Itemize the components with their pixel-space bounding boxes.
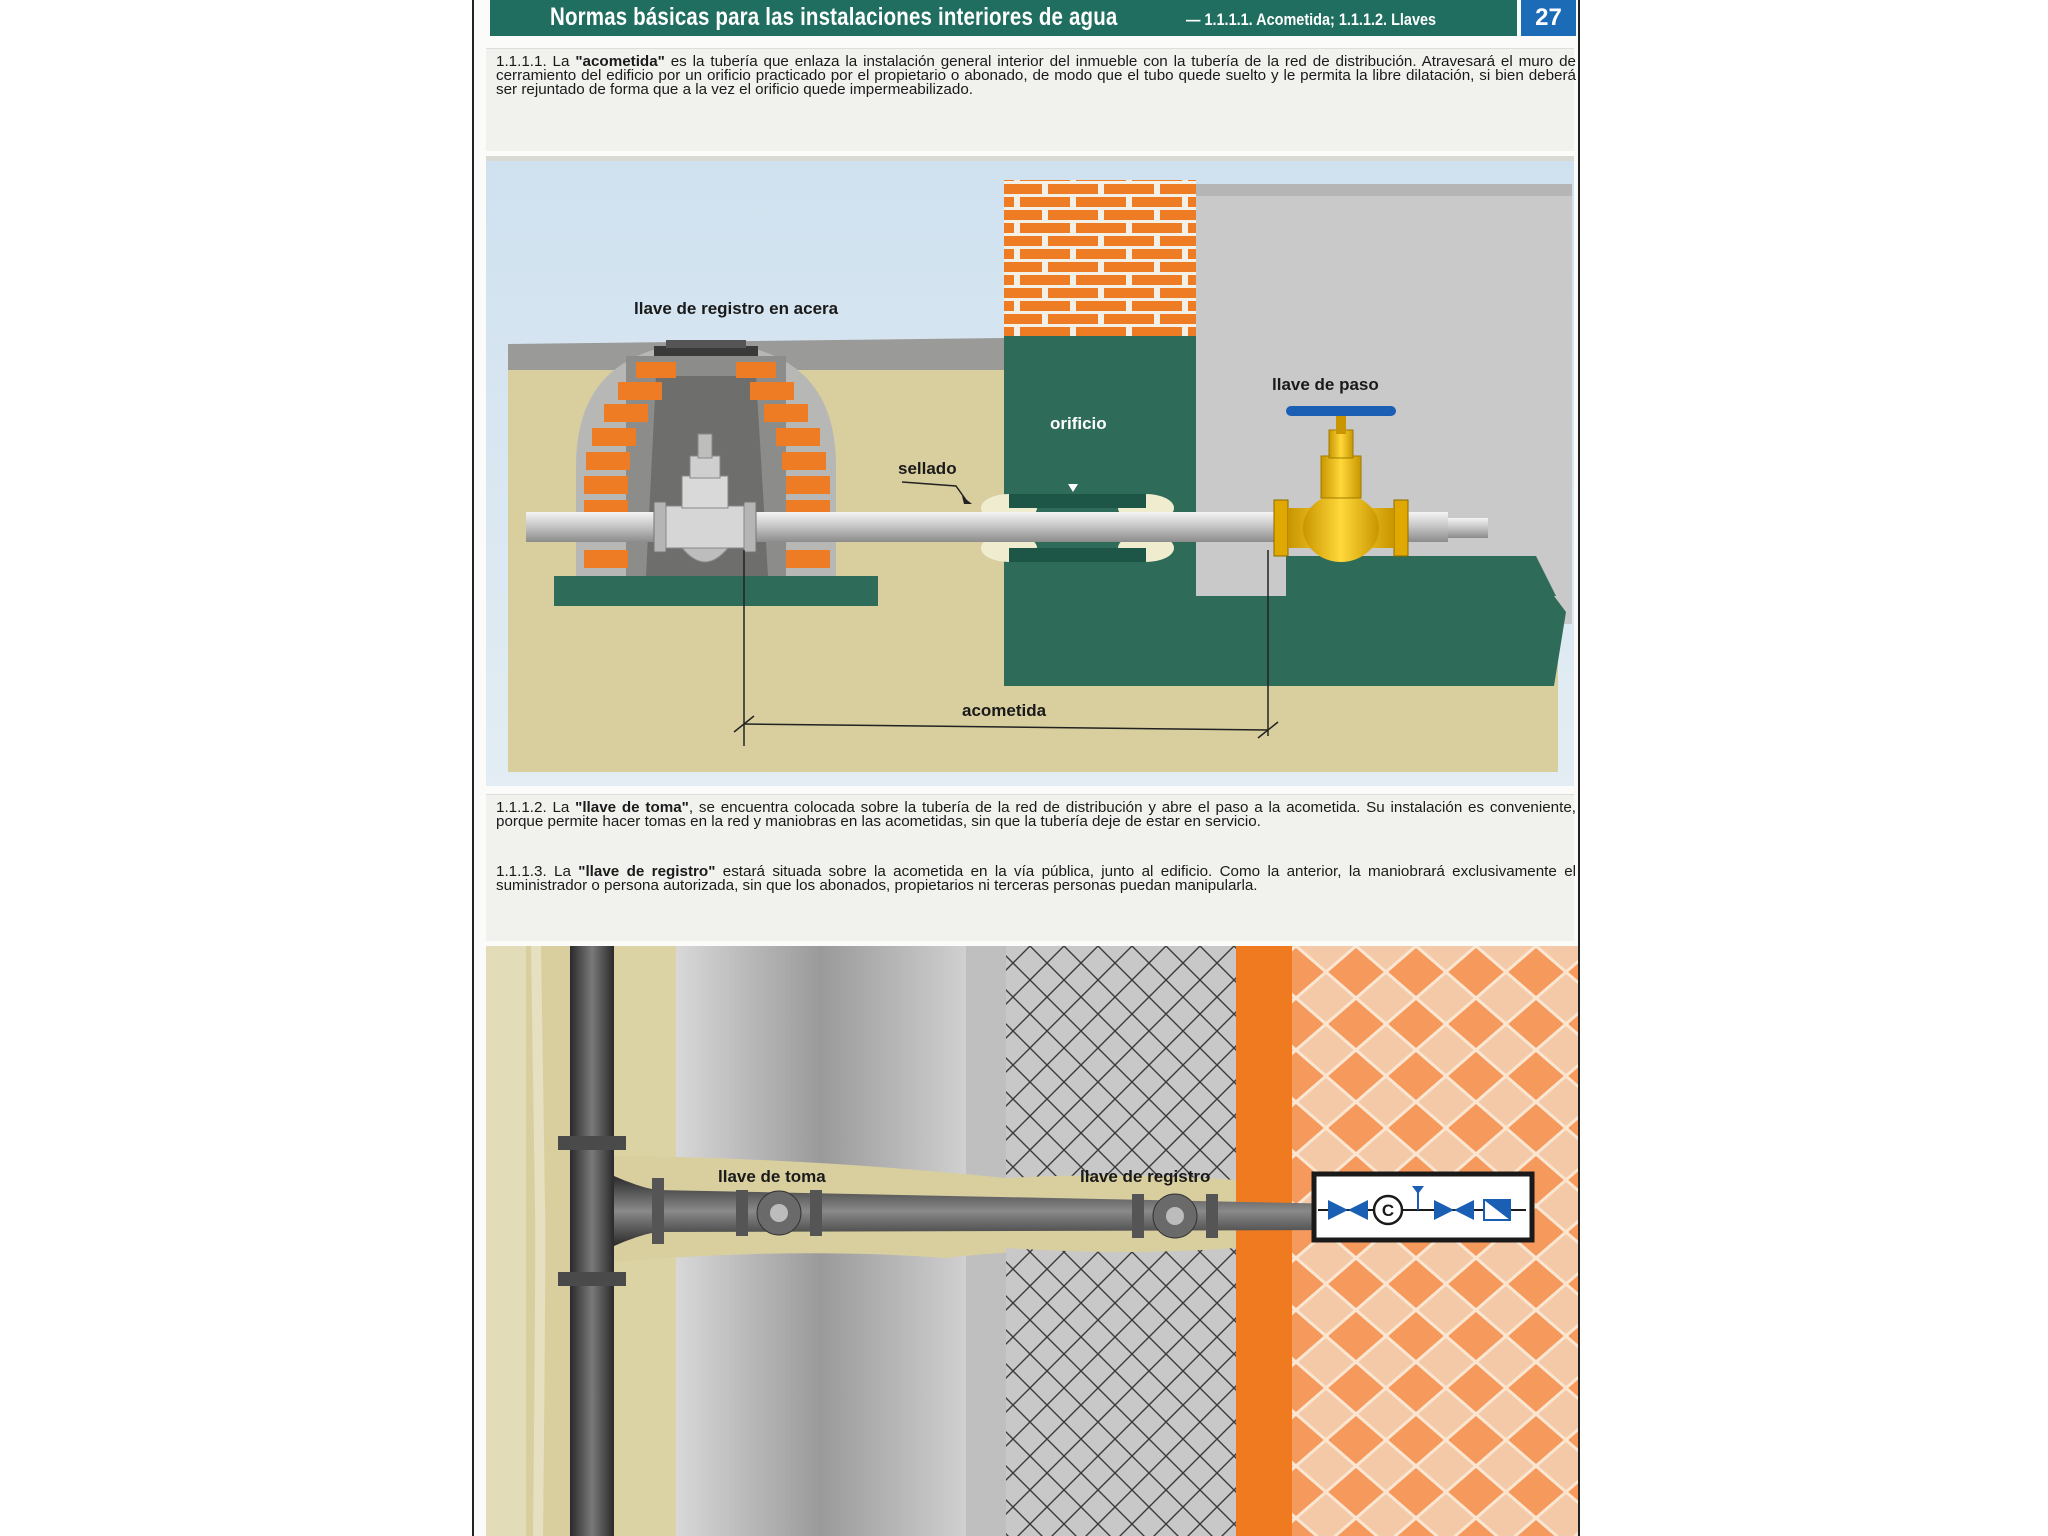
- term-llave-registro: "llave de registro": [578, 863, 716, 880]
- section-number: 1.1.1.2. La: [496, 799, 576, 816]
- label-llave-de-registro: llave de registro: [1080, 1167, 1211, 1186]
- text-block-llaves: [486, 794, 1577, 941]
- label-llave-de-paso: llave de paso: [1272, 375, 1379, 394]
- paragraph-llave-registro: [496, 865, 1576, 893]
- page-number: 27: [1521, 0, 1576, 36]
- label-acometida: acometida: [962, 701, 1047, 720]
- header-bar: [490, 0, 1517, 36]
- section-number: 1.1.1.3. La: [496, 863, 579, 880]
- meter-symbol: C: [1381, 1201, 1395, 1220]
- paragraph-text: estará situada sobre la acometida en la vía pública, junto al edificio. Como la anterior, la maniobrará exclusivamente el suministrador o persona autorizada, sin que los abonados, propietarios ni terceras personas puedan manipularla.: [496, 863, 1577, 895]
- label-llave-de-toma: llave de toma: [718, 1167, 826, 1186]
- term-acometida: "acometida": [575, 53, 665, 70]
- label-sellado: sellado: [898, 459, 957, 478]
- document-page: [472, 0, 1580, 1536]
- paragraph-text: es la tubería que enlaza la instalación general interior del inmueble con la tubería de la red de distribución. Atravesará el muro de cerramiento del edificio por un orificio practicado por el propietario o abonado, de modo que el tubo quede suelto y le permita la libre dilatación, si bien deberá ser rejuntado de forma que a la vez el orificio quede impermeabilizado.: [496, 53, 1577, 99]
- section-number: 1.1.1.1. La: [496, 53, 576, 70]
- header-subtitle: — 1.1.1.1. Acometida; 1.1.1.2. Llaves: [1186, 10, 1437, 29]
- header-title: Normas básicas para las instalaciones interiores de agua: [550, 3, 1118, 31]
- paragraph-text: , se encuentra colocada sobre la tubería de la red de distribución y abre el paso a la acometida. Su instalación es conveniente, porque permite hacer tomas en la red y maniobras en las acometidas, sin que la tubería deje de estar en servicio.: [496, 799, 1576, 831]
- figure-llaves-drawing: [486, 946, 1578, 1536]
- figure-llaves: [486, 946, 1574, 1536]
- term-llave-toma: "llave de toma": [575, 799, 689, 816]
- paragraph-llave-toma: [496, 801, 1576, 829]
- label-orificio: orificio: [1050, 414, 1107, 433]
- meter-box: [1314, 1174, 1532, 1240]
- paragraph-acometida: [496, 55, 1576, 98]
- page-header: [490, 0, 1576, 40]
- text-block-acometida: [486, 48, 1577, 151]
- label-llave-registro-acera: llave de registro en acera: [634, 299, 839, 318]
- figure-acometida: [486, 156, 1574, 786]
- figure-acometida-drawing: [486, 156, 1574, 786]
